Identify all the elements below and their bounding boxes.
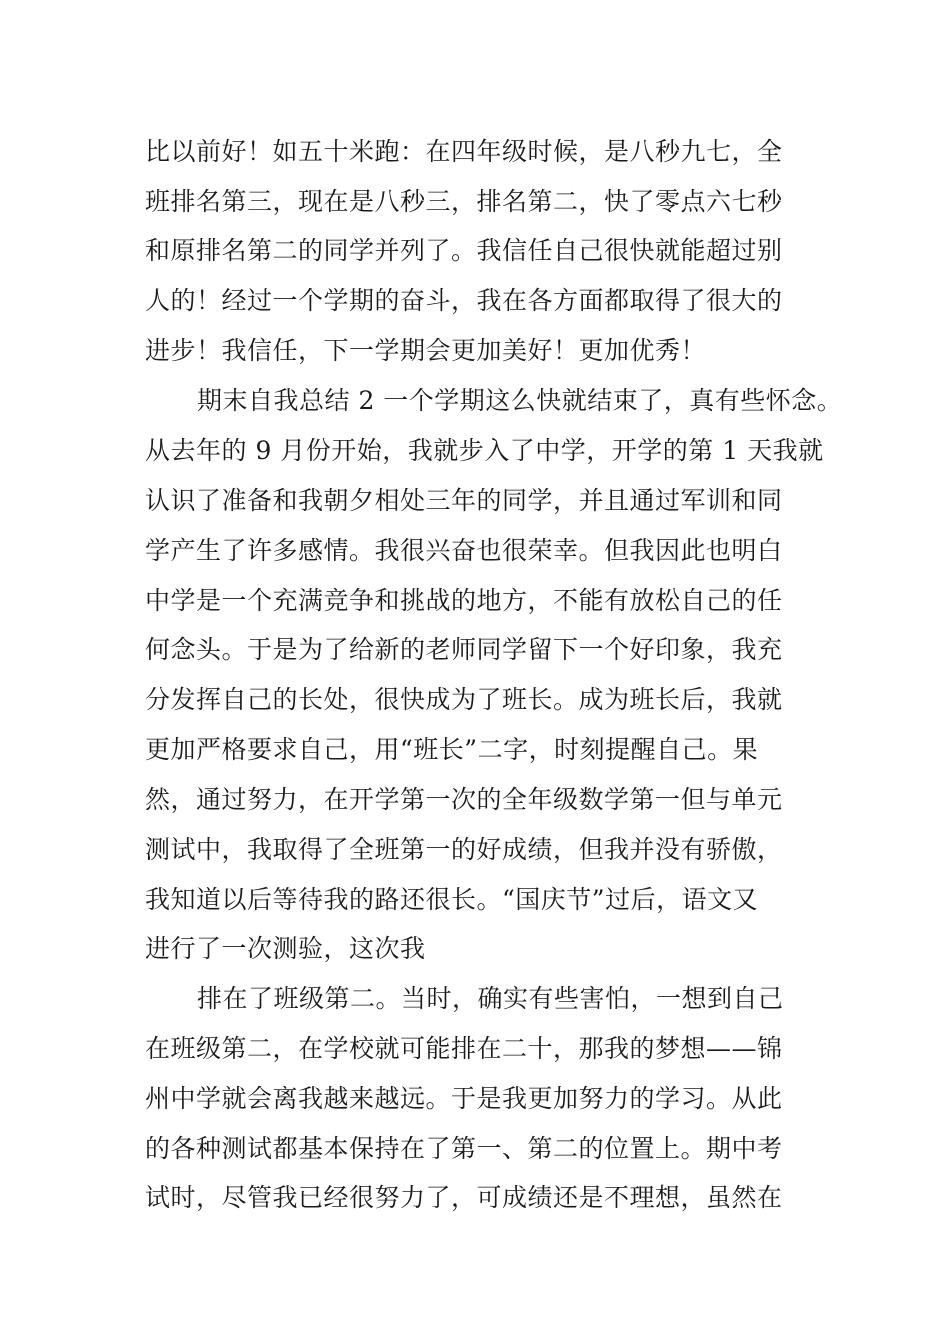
text-line-9: 学产生了许多感情。我很兴奋也很荣幸。但我因此也明白 [145,536,783,565]
text-line-12: 分发挥自己的长处，很快成为了班长。成为班长后，我就 [145,685,783,714]
text-line-20: 州中学就会离我越来越远。于是我更加努力的学习。从此 [145,1084,783,1113]
text-line-5: 进步！我信任，下一学期会更加美好！更加优秀！ [145,336,707,365]
paragraph-start-line-6: 期末自我总结 2 一个学期这么快就结束了，真有些怀念。 [197,386,843,415]
text-line-10: 中学是一个充满竞争和挑战的地方，不能有放松自己的任 [145,586,783,615]
text-line-22: 试时，尽管我已经很努力了，可成绩还是不理想，虽然在 [145,1183,783,1212]
text-line-11: 何念头。于是为了给新的老师同学留下一个好印象，我充 [145,635,783,664]
text-line-16: 我知道以后等待我的路还很长。“国庆节”过后，语文又 [145,885,759,914]
text-line-13: 更加严格要求自己，用“班长”二字，时刻提醒自己。果 [145,735,759,764]
text-line-1: 比以前好！如五十米跑：在四年级时候，是八秒九七，全 [145,137,783,166]
text-line-19: 在班级第二，在学校就可能排在二十，那我的梦想——锦 [145,1034,783,1063]
text-line-17: 进行了一次测验，这次我 [145,934,426,963]
paragraph-start-line-18: 排在了班级第二。当时，确实有些害怕，一想到自己 [197,984,784,1013]
text-line-21: 的各种测试都基本保持在了第一、第二的位置上。期中考 [145,1134,783,1163]
text-line-15: 测试中，我取得了全班第一的好成绩，但我并没有骄傲， [145,835,783,864]
text-line-14: 然，通过努力，在开学第一次的全年级数学第一但与单元 [145,785,783,814]
text-line-2: 班排名第三，现在是八秒三，排名第二，快了零点六七秒 [145,187,783,216]
text-line-3: 和原排名第二的同学并列了。我信任自己很快就能超过别 [145,236,783,265]
text-line-7: 从去年的 9 月份开始，我就步入了中学，开学的第 1 天我就 [145,436,824,465]
text-line-8: 认识了准备和我朝夕相处三年的同学，并且通过军训和同 [145,486,783,515]
text-line-4: 人的！经过一个学期的奋斗，我在各方面都取得了很大的 [145,286,783,315]
